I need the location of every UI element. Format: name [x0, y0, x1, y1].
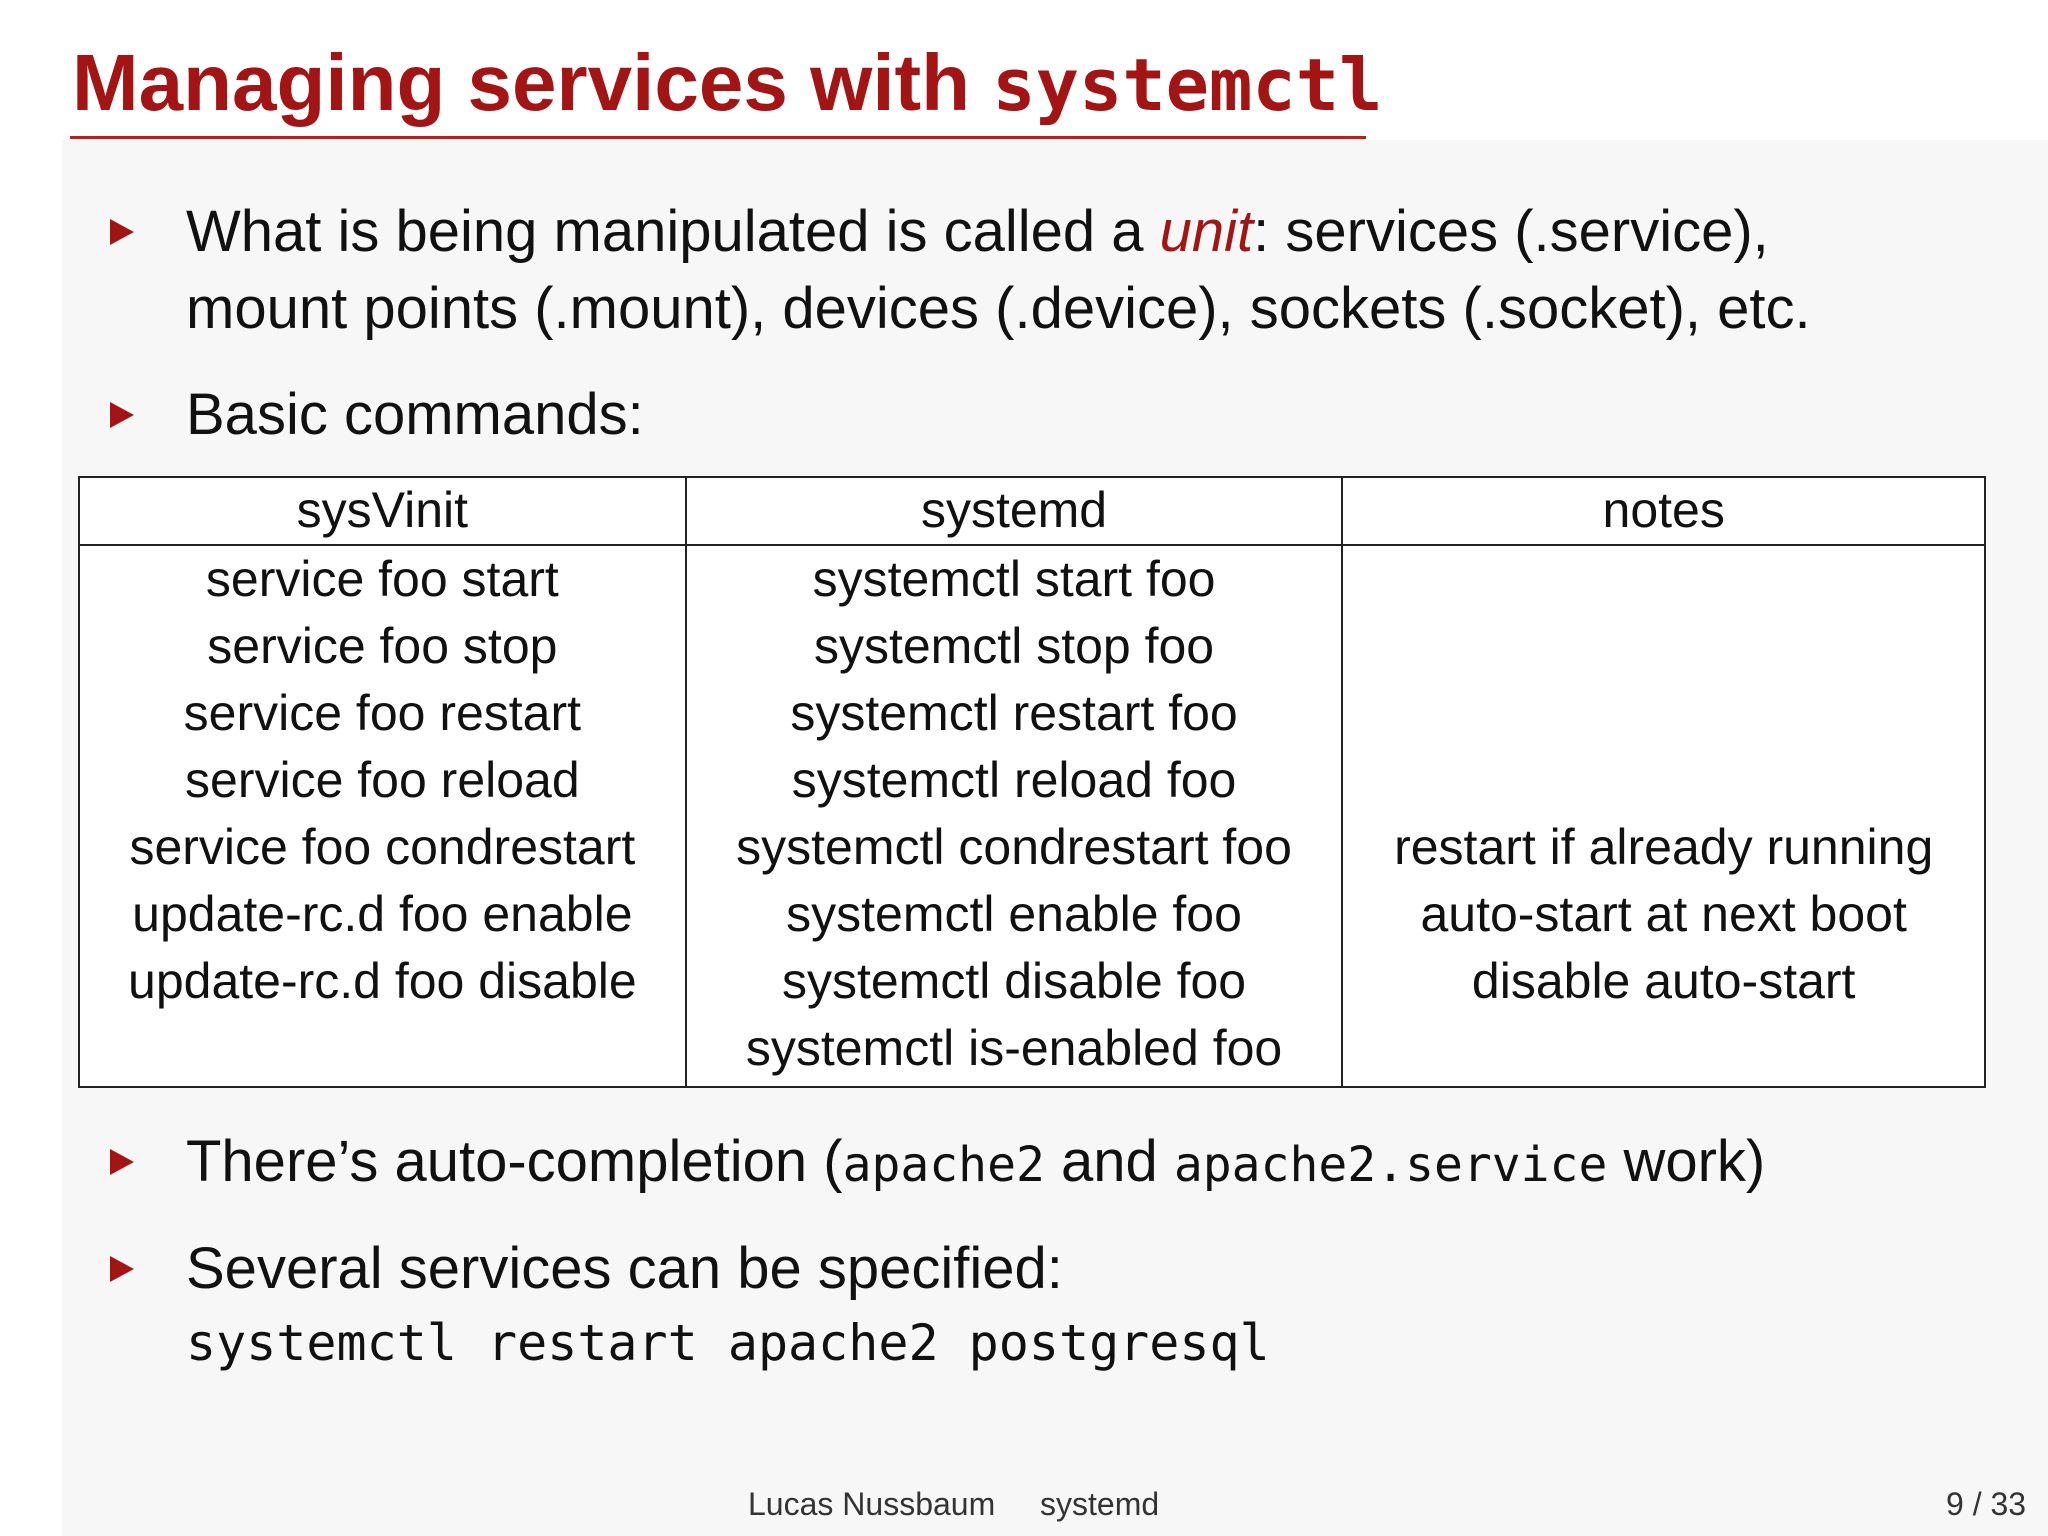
code-apache2: apache2	[842, 1137, 1045, 1193]
sysvinit-command: service foo condrestart	[129, 819, 636, 875]
systemd-command: systemctl enable foo	[786, 886, 1242, 942]
bullet-basic-commands: Basic commands:	[186, 382, 644, 447]
sysvinit-command: update-rc.d foo enable	[132, 886, 633, 942]
commands-table	[78, 476, 1986, 1088]
systemd-column	[686, 545, 1343, 1087]
header-sysvinit: sysVinit	[79, 477, 686, 545]
code-apache2-service: apache2.service	[1173, 1137, 1608, 1193]
slide-title	[72, 28, 1382, 140]
header-systemd: systemd	[686, 477, 1343, 545]
note	[1351, 747, 1976, 814]
sysvinit-command: service foo start	[205, 551, 559, 607]
header-notes: notes	[1342, 477, 1985, 545]
systemd-command: systemctl stop foo	[813, 618, 1215, 674]
bullet-arrow-icon	[110, 1256, 134, 1282]
auto-completion-text-end: work)	[1607, 1129, 1766, 1194]
sysvinit-command: service foo restart	[183, 685, 582, 741]
systemd-command: systemctl condrestart foo	[736, 819, 1292, 875]
sysvinit-command: service foo reload	[185, 752, 580, 808]
sysvinit-command: service foo stop	[207, 618, 558, 674]
bullet-arrow-icon	[110, 219, 134, 245]
bullet-arrow-icon	[110, 1149, 134, 1175]
footer-page-number: 9 / 33	[1946, 1486, 2027, 1522]
note	[1351, 546, 1976, 613]
auto-completion-text-start: There’s auto-completion (	[186, 1129, 843, 1194]
table-row	[79, 545, 1985, 1087]
title-underline	[70, 136, 1366, 139]
bullet-units-line1-start: What is being manipulated is called a	[186, 199, 1160, 264]
note: auto-start at next boot	[1420, 886, 1907, 942]
code-example: systemctl restart apache2 postgresql	[186, 1314, 1270, 1372]
systemd-command: systemctl reload foo	[791, 752, 1237, 808]
note: disable auto-start	[1471, 953, 1856, 1009]
title-text: Managing services with	[72, 38, 993, 127]
bullet-units-line2: mount points (.mount), devices (.device), sockets (.socket), etc.	[186, 276, 1811, 341]
footer-topic: systemd	[1040, 1486, 1160, 1522]
footer-author: Lucas Nussbaum	[748, 1486, 996, 1522]
note	[1351, 613, 1976, 680]
bullet-units-line1-end: : services (.service),	[1253, 199, 1769, 264]
systemd-command: systemctl restart foo	[790, 685, 1238, 741]
note: restart if already running	[1394, 819, 1934, 875]
note	[1351, 680, 1976, 747]
bullet-several-services: Several services can be specified:	[186, 1236, 1063, 1301]
systemd-command: systemctl start foo	[812, 551, 1216, 607]
systemd-command: systemctl disable foo	[781, 953, 1247, 1009]
systemd-command: systemctl is-enabled foo	[745, 1020, 1283, 1076]
title-code: systemctl	[992, 43, 1383, 127]
notes-column	[1342, 545, 1985, 1087]
sysvinit-column	[79, 545, 686, 1087]
bullet-units	[186, 193, 1769, 271]
auto-completion-and: and	[1044, 1129, 1174, 1194]
bullet-arrow-icon	[110, 402, 134, 428]
bullet-auto-completion	[186, 1123, 1765, 1204]
sysvinit-command: update-rc.d foo disable	[128, 953, 637, 1009]
unit-term: unit	[1159, 199, 1254, 264]
table-header-row	[79, 477, 1985, 545]
